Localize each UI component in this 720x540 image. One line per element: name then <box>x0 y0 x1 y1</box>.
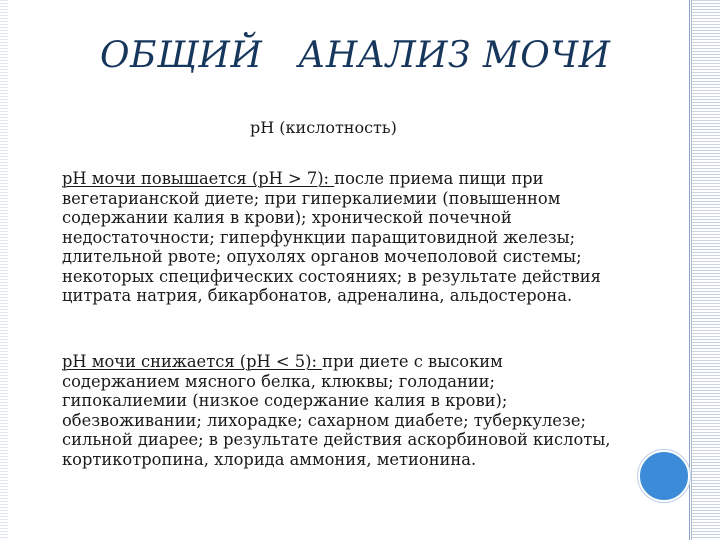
paragraph-ph-increase <box>62 169 622 306</box>
right-border-decoration <box>691 0 720 540</box>
paragraph-ph-decrease <box>62 352 622 469</box>
slide-subtitle: pH (кислотность) <box>250 118 397 137</box>
right-border-line <box>689 0 690 540</box>
paragraph-text: после приема пищи при вегетарианской диете; при гиперкалиемии (повышенном содержании калия в крови); хронической почечной недостаточности; гиперфункции паращитовидной железы; длительной рвоте; опухолях органов мочеполовой системы; некоторых специфических состояниях; в результате действия цитрата натрия, бикарбонатов, адреналина, альдостерона. <box>62 169 601 305</box>
left-border-decoration <box>0 0 8 540</box>
paragraph-text: при диете с высоким содержанием мясного белка, клюквы; голодании; гипокалиемии (низкое содержание калия в крови); обезвоживании; лихорадке; сахарном диабете; туберкулезе; сильной диарее; в результате действия аскорбиновой кислоты, кортикотропина, хлорида аммония, метионина. <box>62 352 611 469</box>
slide-title: ОБЩИЙ АНАЛИЗ МОЧИ <box>100 35 611 76</box>
decorative-circle <box>638 450 690 502</box>
paragraph-lead: pH мочи повышается (pH > 7): <box>62 169 335 188</box>
paragraph-lead: pH мочи снижается (pH < 5): <box>62 352 323 371</box>
